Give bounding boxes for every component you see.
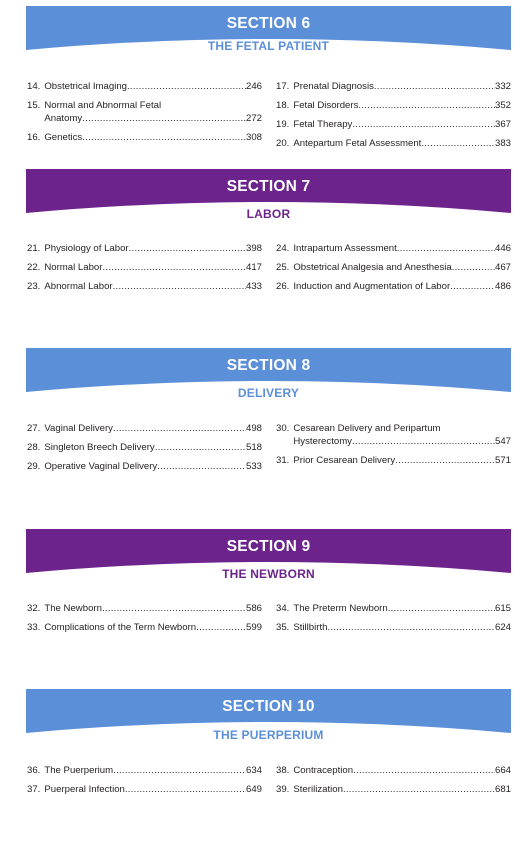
- section-banner: [26, 6, 511, 66]
- section-subtitle: THE NEWBORN: [222, 567, 315, 581]
- page-number: 533: [245, 461, 262, 472]
- chapter-number: 29.: [27, 461, 41, 472]
- chapter-title: [44, 764, 262, 777]
- dot-leader: [353, 764, 495, 777]
- left-column: [27, 80, 262, 150]
- section-title: SECTION 8: [226, 357, 311, 374]
- chapter-title-text: Physiology of Labor: [44, 243, 129, 254]
- chapter-entry[interactable]: [27, 764, 262, 777]
- chapter-title-line: [293, 454, 511, 467]
- chapter-title-text: Antepartum Fetal Assessment: [293, 138, 422, 149]
- chapter-title-text: Induction and Augmentation of Labor: [293, 281, 451, 292]
- chapter-title-text: Hysterectomy: [293, 436, 352, 447]
- chapter-number: 26.: [276, 281, 290, 292]
- chapter-entry[interactable]: [276, 783, 511, 796]
- right-column: [276, 80, 511, 156]
- page-number: 433: [245, 281, 262, 292]
- dot-leader: [129, 242, 246, 255]
- chapter-title-text: Obstetrical Imaging: [44, 81, 127, 92]
- page-number: 599: [245, 622, 262, 633]
- chapter-entry[interactable]: [276, 118, 511, 131]
- left-column: [27, 764, 262, 802]
- chapter-title-text: Fetal Disorders: [293, 100, 359, 111]
- chapter-title: [293, 242, 511, 255]
- section-block: [0, 6, 532, 166]
- page-number: 624: [494, 622, 511, 633]
- dot-leader: [452, 261, 495, 274]
- chapter-title-line: [293, 422, 511, 435]
- chapter-number: 21.: [27, 243, 41, 254]
- chapter-title-text: Puerperal Infection: [44, 784, 125, 795]
- chapter-entry[interactable]: [27, 242, 262, 255]
- page-number: 467: [494, 262, 511, 273]
- chapter-title: [293, 621, 511, 634]
- page-number: 649: [245, 784, 262, 795]
- chapter-number: 20.: [276, 138, 290, 149]
- chapter-title-text: Operative Vaginal Delivery: [44, 461, 158, 472]
- chapter-title-text: Singleton Breech Delivery: [44, 442, 155, 453]
- chapter-entry[interactable]: [276, 454, 511, 467]
- page-number: 367: [494, 119, 511, 130]
- chapter-entry[interactable]: [276, 137, 511, 150]
- page-number: 383: [494, 138, 511, 149]
- dot-leader: [113, 422, 246, 435]
- dot-leader: [343, 783, 495, 796]
- chapter-number: 14.: [27, 81, 41, 92]
- chapter-title-line: [293, 242, 511, 255]
- chapter-title-text: Contraception: [293, 765, 354, 776]
- right-column: [276, 242, 511, 299]
- page-number: 352: [494, 100, 511, 111]
- chapter-number: 25.: [276, 262, 290, 273]
- chapter-title: [293, 280, 511, 293]
- section-subtitle: THE PUERPERIUM: [213, 728, 324, 742]
- dot-leader: [102, 602, 246, 615]
- chapter-title-text: The Puerperium: [44, 765, 114, 776]
- section-title: SECTION 6: [226, 15, 311, 32]
- chapter-number: 33.: [27, 622, 41, 633]
- chapter-title: [44, 99, 262, 125]
- chapter-entry[interactable]: [27, 261, 262, 274]
- chapter-title-line: [44, 621, 262, 634]
- dot-leader: [358, 99, 495, 112]
- dot-leader: [125, 783, 246, 796]
- chapter-title-line: [44, 602, 262, 615]
- dot-leader: [352, 435, 495, 448]
- chapter-title-line: [44, 441, 262, 454]
- chapter-title: [293, 783, 511, 796]
- chapter-title-line: [44, 460, 262, 473]
- left-column: [27, 422, 262, 479]
- chapter-entry[interactable]: [276, 80, 511, 93]
- chapter-number: 24.: [276, 243, 290, 254]
- dot-leader: [352, 118, 495, 131]
- chapter-title: [293, 602, 511, 615]
- chapter-entry[interactable]: [276, 422, 511, 448]
- chapter-number: 36.: [27, 765, 41, 776]
- page-number: 547: [494, 436, 511, 447]
- page-number: 246: [245, 81, 262, 92]
- chapter-title-line: [293, 783, 511, 796]
- chapter-entry[interactable]: [276, 261, 511, 274]
- page-number: 308: [245, 132, 262, 143]
- page-number: 518: [245, 442, 262, 453]
- chapter-entry[interactable]: [27, 460, 262, 473]
- page-number: 446: [494, 243, 511, 254]
- dot-leader: [450, 280, 495, 293]
- chapter-title-line: [293, 261, 511, 274]
- page-number: 681: [494, 784, 511, 795]
- chapter-title-text: Abnormal Labor: [44, 281, 113, 292]
- left-column: [27, 242, 262, 299]
- chapter-entry[interactable]: [27, 422, 262, 435]
- chapter-title: [44, 783, 262, 796]
- chapter-title-line: [293, 435, 511, 448]
- left-column: [27, 602, 262, 640]
- chapter-entry[interactable]: [276, 280, 511, 293]
- chapter-title-text: Sterilization: [293, 784, 343, 795]
- dot-leader: [102, 261, 246, 274]
- chapter-title: [44, 460, 262, 473]
- page-number: 571: [494, 455, 511, 466]
- chapter-title-line: [44, 131, 262, 144]
- chapter-number: 28.: [27, 442, 41, 453]
- chapter-title-text: Genetics: [44, 132, 83, 143]
- chapter-title: [293, 137, 511, 150]
- chapter-title-line: [44, 112, 262, 125]
- dot-leader: [155, 441, 246, 454]
- chapter-title: [293, 261, 511, 274]
- right-column: [276, 602, 511, 640]
- chapter-title-text: The Preterm Newborn: [293, 603, 388, 614]
- chapter-title: [293, 99, 511, 112]
- page-number: 664: [494, 765, 511, 776]
- section-block: [0, 169, 532, 329]
- chapter-title-text: Complications of the Term Newborn: [44, 622, 197, 633]
- chapter-number: 38.: [276, 765, 290, 776]
- chapter-title-line: [293, 280, 511, 293]
- chapter-title: [44, 261, 262, 274]
- dot-leader: [388, 602, 495, 615]
- chapter-title-line: [293, 118, 511, 131]
- page-number: 417: [245, 262, 262, 273]
- chapter-number: 15.: [27, 100, 41, 111]
- chapter-number: 31.: [276, 455, 290, 466]
- chapter-number: 37.: [27, 784, 41, 795]
- chapter-title-line: [44, 280, 262, 293]
- right-column: [276, 422, 511, 473]
- dot-leader: [196, 621, 246, 634]
- dot-leader: [397, 242, 495, 255]
- chapter-title-text: Prior Cesarean Delivery: [293, 455, 396, 466]
- page-number: 272: [245, 113, 262, 124]
- section-subtitle: LABOR: [246, 207, 291, 221]
- chapter-title: [44, 131, 262, 144]
- chapter-title: [293, 764, 511, 777]
- dot-leader: [113, 764, 246, 777]
- section-subtitle: THE FETAL PATIENT: [207, 39, 330, 53]
- chapter-title-text: Fetal Therapy: [293, 119, 353, 130]
- chapter-entry[interactable]: [276, 242, 511, 255]
- chapter-title-line: [44, 242, 262, 255]
- chapter-entry[interactable]: [276, 621, 511, 634]
- dot-leader: [395, 454, 495, 467]
- chapter-title-text: Prenatal Diagnosis: [293, 81, 374, 92]
- chapter-title-line: [44, 261, 262, 274]
- chapter-title-line: [293, 621, 511, 634]
- chapter-title: [44, 602, 262, 615]
- chapter-number: 23.: [27, 281, 41, 292]
- chapter-title: [293, 454, 511, 467]
- chapter-entry[interactable]: [27, 99, 262, 125]
- chapter-title-line: [44, 99, 262, 112]
- chapter-title-line: [293, 764, 511, 777]
- chapter-title: [44, 80, 262, 93]
- chapter-entry[interactable]: [27, 80, 262, 93]
- page-number: 332: [494, 81, 511, 92]
- chapter-title: [44, 280, 262, 293]
- dot-leader: [127, 80, 246, 93]
- chapter-number: 16.: [27, 132, 41, 143]
- chapter-title-line: [44, 422, 262, 435]
- chapter-title: [44, 422, 262, 435]
- chapter-number: 32.: [27, 603, 41, 614]
- dot-leader: [327, 621, 495, 634]
- chapter-title-text: Normal and Abnormal Fetal: [44, 100, 162, 111]
- chapter-title-line: [44, 764, 262, 777]
- dot-leader: [421, 137, 495, 150]
- chapter-entry[interactable]: [27, 783, 262, 796]
- chapter-title-line: [293, 99, 511, 112]
- page-number: 398: [245, 243, 262, 254]
- chapter-number: 27.: [27, 423, 41, 434]
- page-number: 634: [245, 765, 262, 776]
- chapter-title-line: [293, 602, 511, 615]
- chapter-entry[interactable]: [27, 280, 262, 293]
- dot-leader: [374, 80, 495, 93]
- dot-leader: [82, 112, 246, 125]
- chapter-title: [293, 80, 511, 93]
- chapter-entry[interactable]: [27, 131, 262, 144]
- chapter-title-text: Anatomy: [44, 113, 83, 124]
- chapter-entry[interactable]: [27, 602, 262, 615]
- section-title: SECTION 7: [226, 178, 311, 195]
- chapter-entry[interactable]: [276, 764, 511, 777]
- chapter-number: 19.: [276, 119, 290, 130]
- page-number: 498: [245, 423, 262, 434]
- dot-leader: [82, 131, 246, 144]
- chapter-title-line: [44, 80, 262, 93]
- section-block: [0, 529, 532, 689]
- chapter-number: 39.: [276, 784, 290, 795]
- chapter-entry[interactable]: [276, 99, 511, 112]
- dot-leader: [113, 280, 246, 293]
- chapter-entry[interactable]: [27, 441, 262, 454]
- chapter-title-text: Normal Labor: [44, 262, 103, 273]
- page-number: 486: [494, 281, 511, 292]
- right-column: [276, 764, 511, 802]
- chapter-title: [293, 422, 511, 448]
- chapter-number: 22.: [27, 262, 41, 273]
- chapter-entry[interactable]: [276, 602, 511, 615]
- page-number: 586: [245, 603, 262, 614]
- section-block: [0, 689, 532, 849]
- chapter-title: [44, 621, 262, 634]
- section-title: SECTION 10: [222, 698, 315, 715]
- chapter-entry[interactable]: [27, 621, 262, 634]
- dot-leader: [157, 460, 246, 473]
- section-block: [0, 348, 532, 508]
- chapter-title-text: Vaginal Delivery: [44, 423, 113, 434]
- chapter-title-text: Stillbirth: [293, 622, 328, 633]
- chapter-title-line: [293, 137, 511, 150]
- section-subtitle: DELIVERY: [237, 386, 300, 400]
- chapter-title-line: [293, 80, 511, 93]
- chapter-title-text: Cesarean Delivery and Peripartum: [293, 423, 441, 434]
- chapter-number: 30.: [276, 423, 290, 434]
- chapter-title-line: [44, 783, 262, 796]
- section-title: SECTION 9: [226, 538, 311, 555]
- chapter-title-text: Obstetrical Analgesia and Anesthesia: [293, 262, 452, 273]
- page-number: 615: [494, 603, 511, 614]
- chapter-number: 17.: [276, 81, 290, 92]
- chapter-title: [44, 242, 262, 255]
- chapter-title: [44, 441, 262, 454]
- chapter-title: [293, 118, 511, 131]
- chapter-title-text: The Newborn: [44, 603, 102, 614]
- chapter-number: 35.: [276, 622, 290, 633]
- chapter-number: 34.: [276, 603, 290, 614]
- chapter-number: 18.: [276, 100, 290, 111]
- chapter-title-text: Intrapartum Assessment: [293, 243, 397, 254]
